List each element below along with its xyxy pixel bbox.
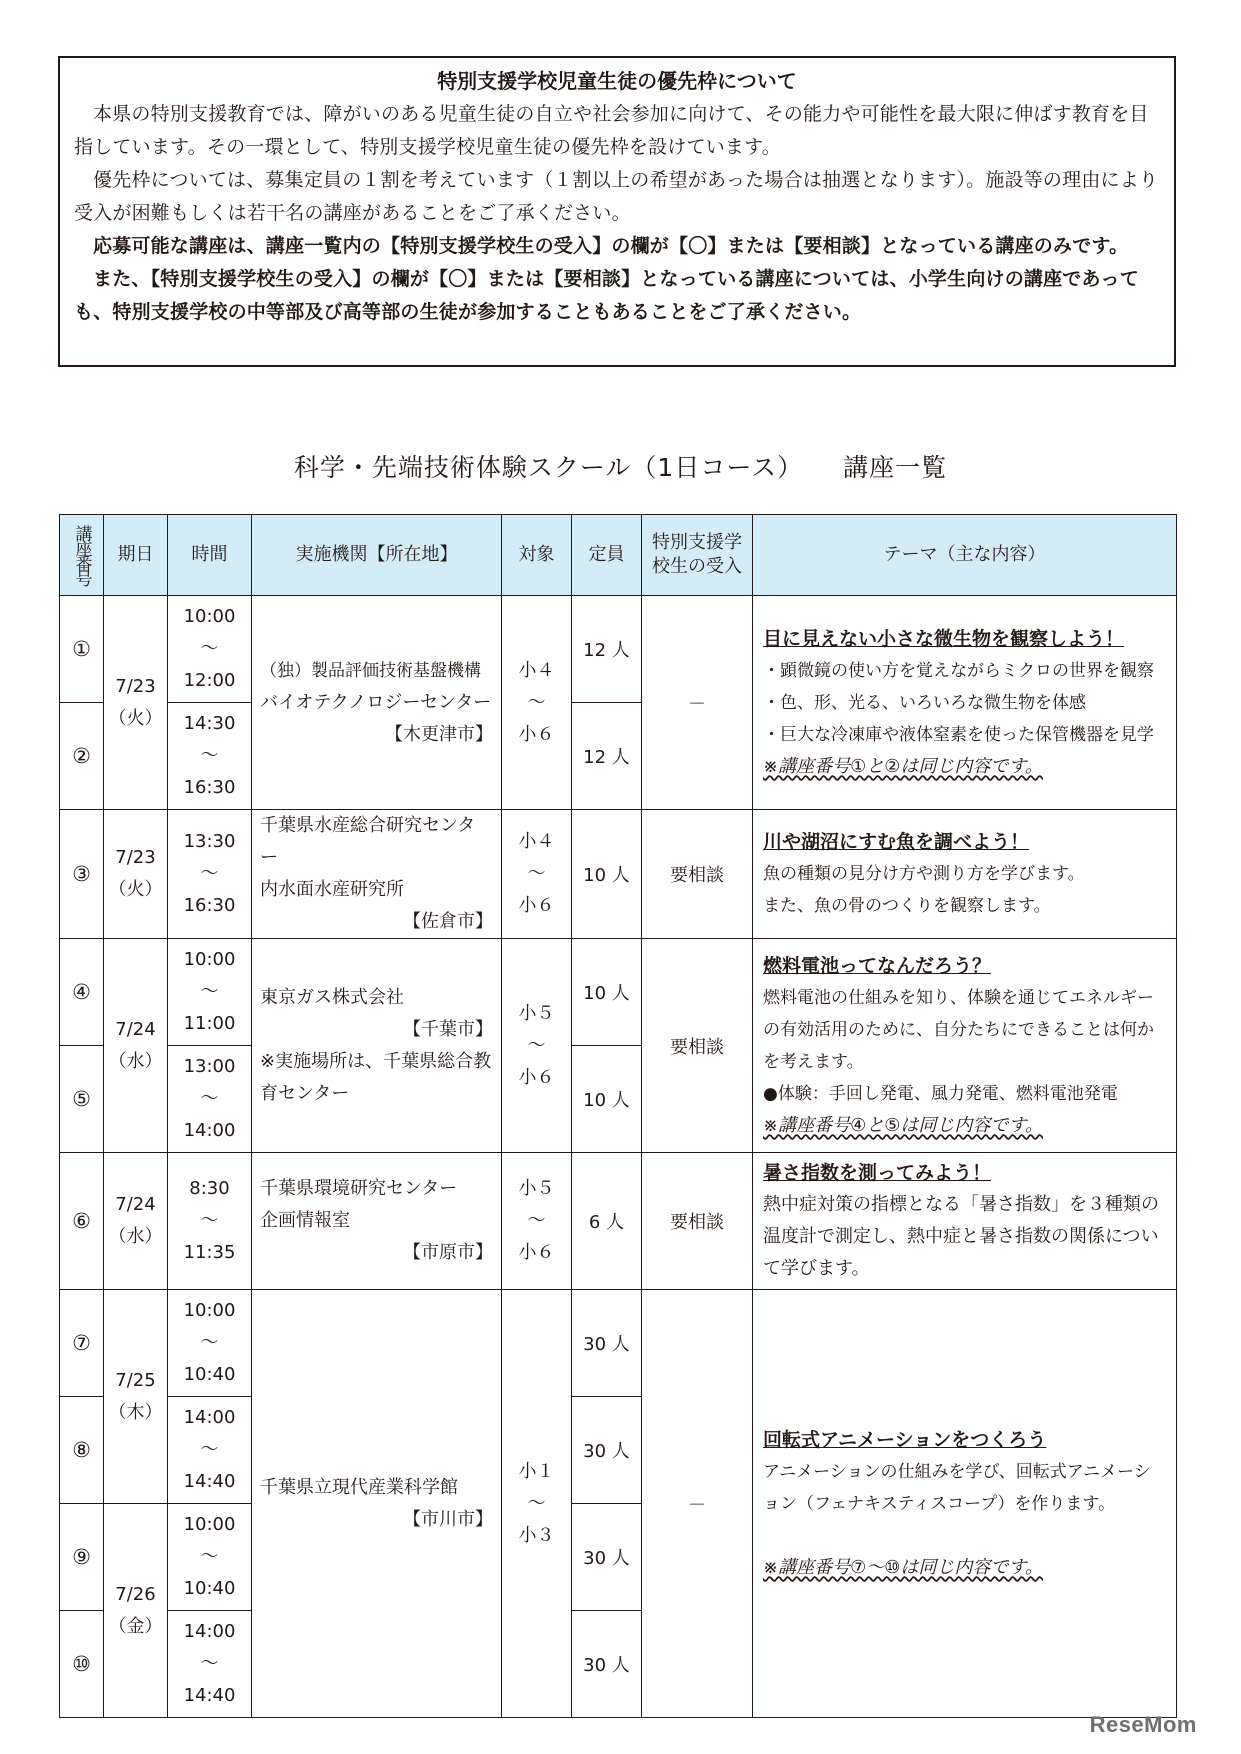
course-number: ③ — [60, 810, 104, 939]
table-header-row — [60, 515, 1177, 596]
course-list-title-sub: 講座一覧 — [843, 453, 948, 482]
table-row — [60, 1153, 1177, 1290]
date-cell: 7/23 （火） — [104, 810, 168, 939]
course-number: ⑧ — [60, 1397, 104, 1504]
date-cell: 7/25 （木） — [104, 1290, 168, 1504]
organization-cell: 千葉県水産総合研究センター 内水面水産研究所 【佐倉市】 — [252, 810, 502, 939]
capacity-cell: 10 人 — [572, 939, 642, 1046]
organization-cell: 東京ガス株式会社 【千葉市】 ※実施場所は、千葉県総合教育センター — [252, 939, 502, 1153]
theme-cell: 目に見えない小さな微生物を観察しよう！ ・顕微鏡の使い方を覚えながらミクロの世界を観察 ・色、形、光る、いろいろな微生物を体感 ・巨大な冷凍庫や液体窒素を使った保管機器を見学 ※講座番号①と②は同じ内容です。 — [753, 596, 1177, 810]
course-table — [59, 514, 1177, 1718]
date-cell: 7/24 （水） — [104, 1153, 168, 1290]
organization-cell: （独）製品評価技術基盤機構 バイオテクノロジーセンター 【木更津市】 — [252, 596, 502, 810]
theme-cell: 暑さ指数を測ってみよう！ 熱中症対策の指標となる「暑さ指数」を３種類の温度計で測定し、熱中症と暑さ指数の関係について学びます。 — [753, 1153, 1177, 1290]
time-cell: 14:00 ～ 14:40 — [168, 1397, 252, 1504]
support-cell: 要相談 — [642, 810, 753, 939]
header-organization: 実施機関【所在地】 — [252, 515, 502, 596]
notice-paragraph-3: 応募可能な講座は、講座一覧内の【特別支援学校生の受入】の欄が【〇】または【要相談】となっている講座のみです。 — [93, 235, 1129, 257]
header-date: 期日 — [104, 515, 168, 596]
time-cell: 10:00 ～ 11:00 — [168, 939, 252, 1046]
target-cell: 小５ ～ 小６ — [502, 939, 572, 1153]
header-capacity: 定員 — [572, 515, 642, 596]
header-theme: テーマ（主な内容） — [753, 515, 1177, 596]
course-number: ⑥ — [60, 1153, 104, 1290]
capacity-cell: 10 人 — [572, 1046, 642, 1153]
time-cell: 13:00 ～ 14:00 — [168, 1046, 252, 1153]
support-cell: － — [642, 1290, 753, 1718]
capacity-cell: 30 人 — [572, 1504, 642, 1611]
capacity-cell: 6 人 — [572, 1153, 642, 1290]
time-cell: 10:00 ～ 10:40 — [168, 1290, 252, 1397]
target-cell: 小４ ～ 小６ — [502, 596, 572, 810]
course-number: ⑤ — [60, 1046, 104, 1153]
course-number: ④ — [60, 939, 104, 1046]
notice-title: 特別支援学校児童生徒の優先枠について — [437, 69, 797, 93]
header-special-support: 特別支援学校生の受入 — [642, 515, 753, 596]
target-cell: 小５ ～ 小６ — [502, 1153, 572, 1290]
theme-cell: 燃料電池ってなんだろう？ 燃料電池の仕組みを知り、体験を通じてエネルギーの有効活用のために、自分たちにできることは何かを考えます。 ●体験：手回し発電、風力発電、燃料電池発電 ※講座番号④と⑤は同じ内容です。 — [753, 939, 1177, 1153]
table-row — [60, 810, 1177, 939]
organization-cell: 千葉県立現代産業科学館 【市川市】 — [252, 1290, 502, 1718]
resemom-logo: ReseMom — [1089, 1712, 1197, 1737]
target-cell: 小１ ～ 小３ — [502, 1290, 572, 1718]
table-row — [60, 1290, 1177, 1397]
time-cell: 10:00 ～ 10:40 — [168, 1504, 252, 1611]
time-cell: 8:30 ～ 11:35 — [168, 1153, 252, 1290]
table-row — [60, 596, 1177, 703]
table-row — [60, 939, 1177, 1046]
header-target: 対象 — [502, 515, 572, 596]
course-list-title — [0, 450, 1241, 486]
notice-paragraph-2: 優先枠については、募集定員の１割を考えています（１割以上の希望があった場合は抽選となります）。施設等の理由により受入が困難もしくは若干名の講座があることをご了承ください。 — [74, 169, 1159, 224]
time-cell: 14:00 ～ 14:40 — [168, 1611, 252, 1718]
organization-cell: 千葉県環境研究センター 企画情報室 【市原市】 — [252, 1153, 502, 1290]
support-cell: 要相談 — [642, 939, 753, 1153]
date-cell: 7/24 （水） — [104, 939, 168, 1153]
notice-paragraph-4: また、【特別支援学校生の受入】の欄が【〇】または【要相談】となっている講座については、小学生向けの講座であっても、特別支援学校の中等部及び高等部の生徒が参加することもあることをご了承ください。 — [74, 268, 1139, 323]
course-number: ⑩ — [60, 1611, 104, 1718]
date-cell: 7/26 （金） — [104, 1504, 168, 1718]
course-number: ② — [60, 703, 104, 810]
course-number: ⑦ — [60, 1290, 104, 1397]
theme-cell: 川や湖沼にすむ魚を調べよう！ 魚の種類の見分け方や測り方を学びます。 また、魚の骨のつくりを観察します。 — [753, 810, 1177, 939]
theme-cell: 回転式アニメーションをつくろう アニメーションの仕組みを学び、回転式アニメーション（フェナキスティスコープ）を作ります。 ※講座番号⑦～⑩は同じ内容です。 — [753, 1290, 1177, 1718]
capacity-cell: 30 人 — [572, 1290, 642, 1397]
time-cell: 14:30 ～ 16:30 — [168, 703, 252, 810]
course-number: ① — [60, 596, 104, 703]
header-course-number: 講座番号 — [60, 515, 104, 596]
course-number: ⑨ — [60, 1504, 104, 1611]
header-time: 時間 — [168, 515, 252, 596]
time-cell: 10:00 ～ 12:00 — [168, 596, 252, 703]
capacity-cell: 30 人 — [572, 1611, 642, 1718]
priority-notice-box — [58, 56, 1176, 367]
support-cell: － — [642, 596, 753, 810]
course-list-title-main: 科学・先端技術体験スクール（1日コース） — [293, 453, 804, 482]
date-cell: 7/23 （火） — [104, 596, 168, 810]
time-cell: 13:30 ～ 16:30 — [168, 810, 252, 939]
notice-paragraph-1: 本県の特別支援教育では、障がいのある児童生徒の自立や社会参加に向けて、その能力や可能性を最大限に伸ばす教育を目指しています。その一環として、特別支援学校児童生徒の優先枠を設けています。 — [74, 103, 1149, 158]
capacity-cell: 10 人 — [572, 810, 642, 939]
support-cell: 要相談 — [642, 1153, 753, 1290]
capacity-cell: 30 人 — [572, 1397, 642, 1504]
target-cell: 小４ ～ 小６ — [502, 810, 572, 939]
capacity-cell: 12 人 — [572, 703, 642, 810]
capacity-cell: 12 人 — [572, 596, 642, 703]
